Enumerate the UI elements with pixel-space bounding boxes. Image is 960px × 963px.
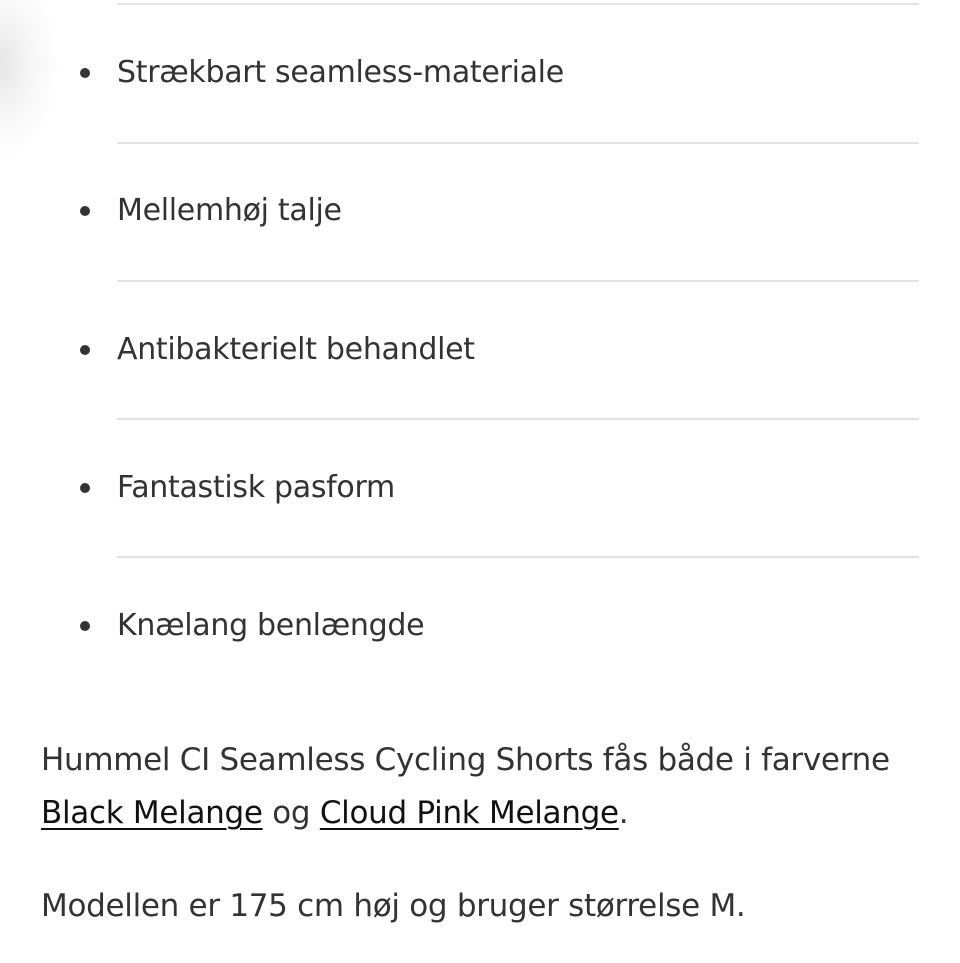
list-item bbox=[0, 468, 960, 508]
divider bbox=[117, 280, 919, 282]
bullet-icon bbox=[80, 621, 90, 631]
divider bbox=[117, 3, 919, 5]
bullet-icon bbox=[80, 483, 90, 493]
black-melange-link[interactable]: Black Melange bbox=[41, 795, 263, 831]
feature-text: Mellemhøj talje bbox=[117, 193, 342, 228]
bullet-icon bbox=[80, 206, 90, 216]
colors-prefix: Hummel CI Seamless Cycling Shorts fås både i farverne bbox=[41, 742, 890, 778]
list-item bbox=[0, 330, 960, 370]
feature-text: Strækbart seamless-materiale bbox=[117, 55, 564, 90]
bullet-icon bbox=[80, 345, 90, 355]
bullet-icon bbox=[80, 68, 90, 78]
colors-connector: og bbox=[272, 795, 311, 831]
list-item bbox=[0, 191, 960, 231]
list-item bbox=[0, 53, 960, 93]
list-item bbox=[0, 606, 960, 646]
divider bbox=[117, 556, 919, 558]
colors-paragraph bbox=[41, 734, 921, 840]
divider bbox=[117, 418, 919, 420]
feature-text: Knælang benlængde bbox=[117, 608, 425, 643]
feature-text: Antibakterielt behandlet bbox=[117, 332, 475, 367]
colors-suffix: . bbox=[618, 795, 629, 831]
feature-text: Fantastisk pasform bbox=[117, 470, 395, 505]
divider bbox=[117, 142, 919, 144]
model-paragraph: Modellen er 175 cm høj og bruger størrelse M. bbox=[41, 888, 746, 924]
cloud-pink-melange-link[interactable]: Cloud Pink Melange bbox=[319, 795, 619, 831]
